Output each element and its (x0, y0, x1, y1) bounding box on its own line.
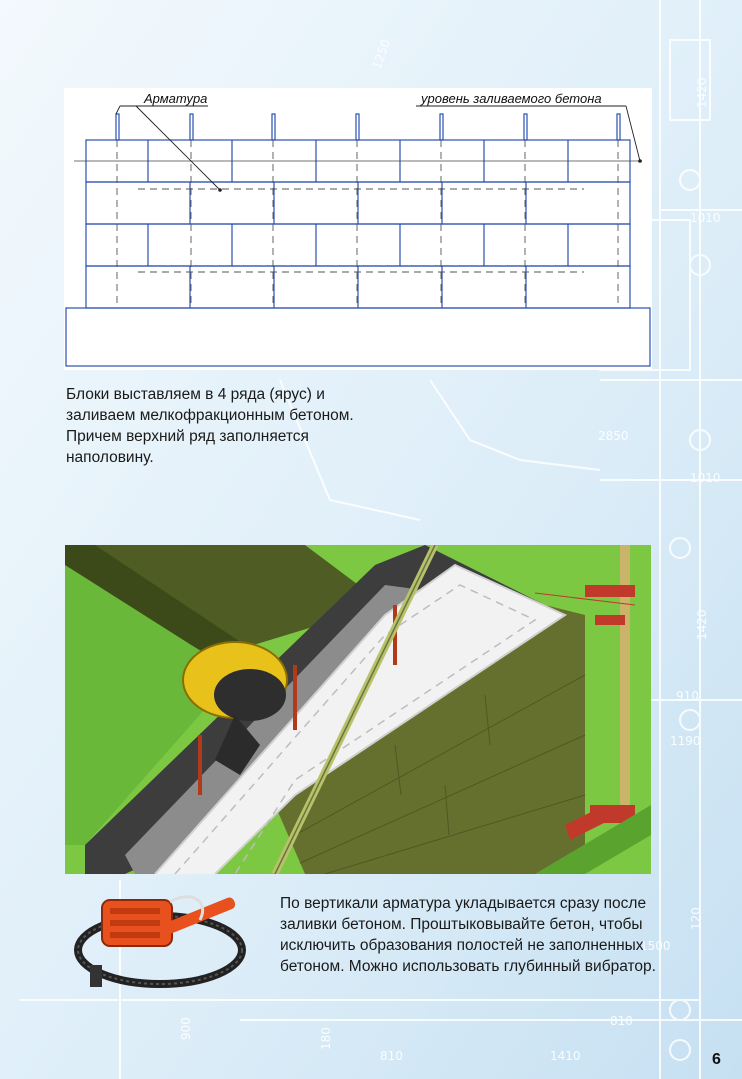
deep-vibrator-image (70, 880, 250, 1000)
svg-text:810: 810 (610, 1014, 633, 1028)
svg-text:120: 120 (689, 907, 703, 930)
svg-text:1410: 1410 (550, 1049, 581, 1063)
svg-text:1010: 1010 (690, 471, 721, 485)
page-number: 6 (712, 1051, 721, 1068)
svg-text:1420: 1420 (695, 77, 709, 108)
concrete-level-label: уровень заливаемого бетона (421, 91, 602, 106)
svg-text:1010: 1010 (690, 211, 721, 225)
paragraph-block-rows: Блоки выставляем в 4 ряда (ярус) и заливаем мелкофракционным бетоном. Причем верхний ряд заполняется наполовину. (66, 386, 354, 466)
paragraph-vibration: По вертикали арматура укладывается сразу после заливки бетоном. Проштыковывайте бетон, чтобы исключить образования полостей не заполненных бетоном. Можно использовать глубинный вибратор. (280, 895, 656, 975)
rebar-label: Арматура (144, 91, 208, 106)
svg-text:180: 180 (319, 1027, 333, 1050)
block-rows-drawing (64, 88, 652, 370)
svg-text:910: 910 (676, 689, 699, 703)
svg-text:1190: 1190 (670, 734, 701, 748)
pouring-scene (65, 545, 651, 874)
block-rows-diagram (64, 88, 652, 370)
svg-text:900: 900 (179, 1017, 193, 1040)
svg-text:810: 810 (380, 1049, 403, 1063)
svg-text:1500: 1500 (640, 939, 671, 953)
svg-text:1420: 1420 (695, 609, 709, 640)
svg-text:2850: 2850 (598, 429, 629, 443)
svg-text:1250: 1250 (369, 37, 394, 72)
concrete-pouring-illustration (65, 545, 651, 874)
